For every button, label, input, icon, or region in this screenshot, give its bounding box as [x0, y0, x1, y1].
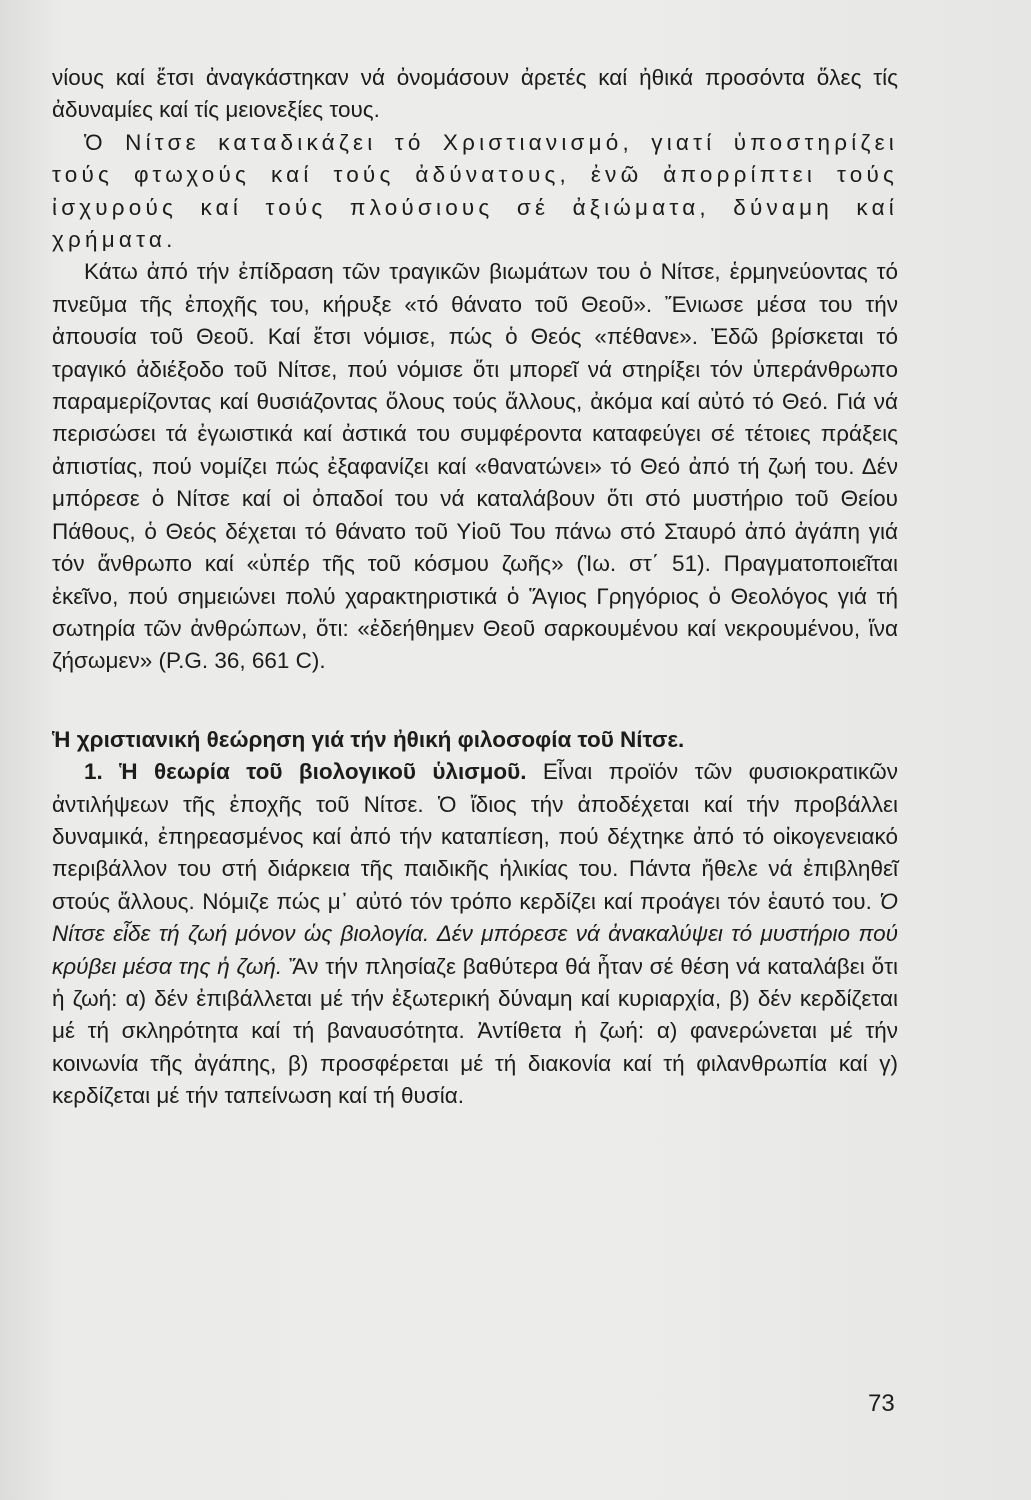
paragraph-condemnation: Ὁ Νίτσε καταδικάζει τό Χριστιανισμό, γιατί ὑποστηρίζει τούς φτωχούς καί τούς ἀδύνατους, ἐνῶ ἀπορρίπτει τούς ἰσχυρούς καί τούς πλούσιους σέ ἀξιώματα, δύναμη καί χρήματα. — [52, 129, 898, 253]
page-body — [52, 62, 898, 1113]
paragraph-continuation: νίους καί ἔτσι ἀναγκάστηκαν νά ὀνομάσουν ἀρετές καί ἠθικά προσόντα ὅλες τίς ἀδυναμίες καί τίς μειονεξίες τους. — [52, 65, 898, 123]
section-heading: Ἡ χριστιανική θεώρηση γιά τήν ἠθική φιλοσοφία τοῦ Νίτσε. — [52, 726, 685, 752]
paragraph-biological-materialism — [52, 756, 898, 1112]
item-text-a: Εἶναι προϊόν τῶν φυσιοκρατικῶν ἀντιλήψεων τῆς ἐποχῆς τοῦ Νίτσε. Ὁ ἴδιος τήν ἀποδέχεται καί τήν προβάλλει δυναμικά, ἐπηρεασμένος καί ἀπό τήν καταπίεση, πού δέχτηκε ἀπό τό οἰκογενειακό περιβάλλον του στή διάρκεια τῆς παιδικῆς ἡλικίας του. Πάντα ἤθελε νά ἐπιβληθεῖ στούς ἄλλους. Νόμιζε πώς μ᾽ αὐτό τόν τρόπο κερδίζει καί προάγει τόν ἑαυτό του. — [52, 759, 898, 914]
item-title: 1. Ἡ θεωρία τοῦ βιολογικοῦ ὑλισμοῦ. — [84, 759, 527, 785]
paragraph-death-of-god: Κάτω ἀπό τήν ἐπίδραση τῶν τραγικῶν βιωμάτων του ὁ Νίτσε, ἑρμηνεύοντας τό πνεῦμα τῆς ἐποχῆς του, κήρυξε «τό θάνατο τοῦ Θεοῦ». Ἔνιωσε μέσα του τήν ἀπουσία τοῦ Θεοῦ. Καί ἔτσι νόμισε, πώς ὁ Θεός «πέθανε». Ἐδῶ βρίσκεται τό τραγικό ἀδιέξοδο τοῦ Νίτσε, πού νόμισε ὅτι μπορεῖ νά στηρίξει τόν ὑπεράνθρωπο παραμερίζοντας καί θυσιάζοντας ὅλους τούς ἄλλους, ἀκόμα καί αὐτό τό Θεό. Γιά νά περισώσει τά ἐγωιστικά καί ἀστικά του συμφέροντα καταφεύγει σέ τέτοιες πράξεις ἀπιστίας, πού νομίζει πώς ἐξαφανίζει καί «θανατώνει» τό Θεό ἀπό τή ζωή του. Δέν μπόρεσε ὁ Νίτσε καί οἱ ὀπαδοί του νά καταλάβουν ὅτι στό μυστήριο τοῦ Θείου Πάθους, ὁ Θεός δέχεται τό θάνατο τοῦ Υἱοῦ Του πάνω στό Σταυρό ἀπό ἀγάπη γιά τόν ἄνθρωπο καί «ὑπέρ τῆς τοῦ κόσμου ζωῆς» (Ἰω. στ΄ 51). Πραγματοποιεῖται ἐκεῖνο, πού σημειώνει πολύ χαρακτηριστικά ὁ Ἅγιος Γρηγόριος ὁ Θεολόγος γιά τή σωτηρία τῶν ἀνθρώπων, ὅτι: «ἐδεήθημεν Θεοῦ σαρκουμένου καί νεκρουμένου, ἵνα ζήσωμεν» (P.G. 36, 661 C). — [52, 259, 898, 674]
page-number: 73 — [868, 1390, 895, 1417]
item-italic-quote: Ὁ Νίτσε εἶδε τή ζωή μόνον ὡς βιολογία. Δέν μπόρεσε νά ἀνακαλύψει τό μυστήριο πού κρύβει μέσα της ἡ ζωή. — [52, 888, 898, 979]
item-text-b: Ἄν τήν πλησίαζε βαθύτερα θά ἦταν σέ θέση νά καταλάβει ὅτι ἡ ζωή: α) δέν ἐπιβάλλεται μέ τήν ἐξωτερική δύναμη καί κυριαρχία, β) δέν κερδίζεται μέ τή σκληρότητα καί τή βαναυσότητα. Ἀντίθετα ἡ ζωή: α) φανερώνεται μέ τήν κοινωνία τῆς ἀγάπης, β) προσφέρεται μέ τή διακονία καί τή φιλανθρωπία καί γ) κερδίζεται μέ τήν ταπείνωση καί τή θυσία. — [52, 953, 898, 1109]
